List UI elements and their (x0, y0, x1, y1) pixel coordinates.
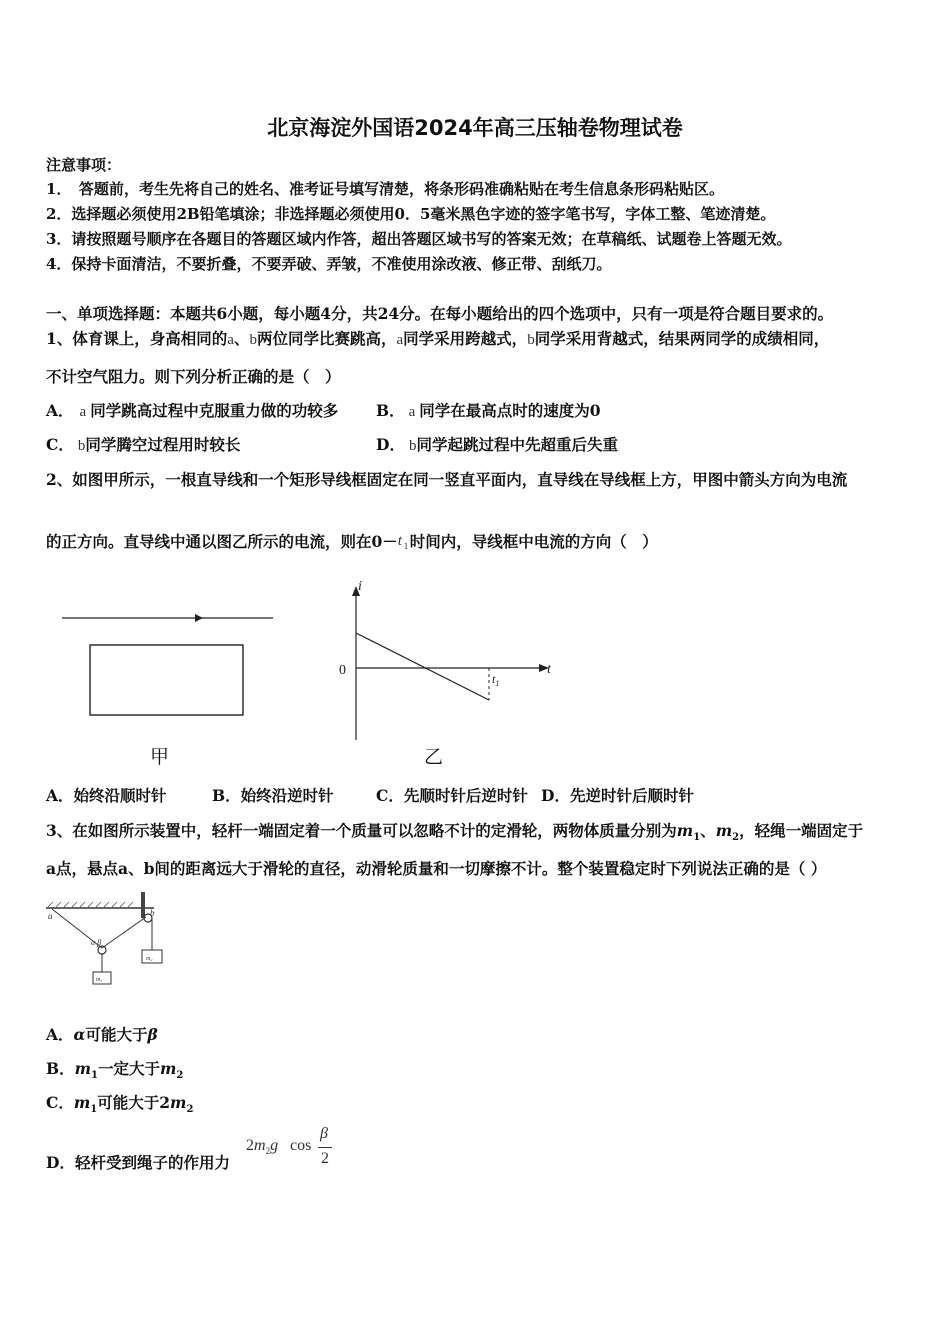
fig-label-yi: 乙 (424, 746, 444, 768)
q3-sub: 1 (90, 1104, 98, 1116)
q1-text: 同学采用跨越式， (403, 329, 528, 348)
q1-var-a: a (227, 332, 234, 348)
formula-denominator: 2 (321, 1150, 329, 1167)
notice-item-2: 2．选择题必须使用2B铅笔填涂；非选择题必须使用0．5毫米黑色字迹的签字笔书写，字体工整、笔迹清楚。 (46, 205, 776, 223)
wire-frame (90, 645, 243, 715)
q1-var-a: a (396, 332, 404, 348)
t1-label: $t_1$ (492, 672, 500, 688)
current-line (356, 633, 489, 700)
alpha-symbol: α (73, 1025, 86, 1044)
fig-label-jia: 甲 (150, 746, 170, 768)
q1-var-a: a (408, 404, 416, 420)
q3-m: m (74, 1059, 92, 1078)
option-label: D． (376, 435, 405, 454)
option-text: 同学跳高过程中克服重力做的功较多 (90, 401, 339, 420)
section-heading: 一、单项选择题：本题共6小题，每小题4分，共24分。在每小题给出的四个选项中，只有一项是符合题目要求的。 (46, 304, 834, 323)
q3-m: m (715, 821, 733, 840)
q2-text: 的正方向。直导线中通以图乙所示的电流，则在0－ (46, 532, 398, 551)
q2-text: 时间内，导线框中电流的方向（ ） (409, 532, 658, 551)
notice-item-1: 1． 答题前，考生先将自己的姓名、准考证号填写清楚，将条形码准确粘贴在考生信息条形码粘贴区。 (46, 180, 724, 198)
q1-var-b: b (408, 438, 417, 454)
m1-label: m₁ (96, 977, 103, 983)
option-text: 同学腾空过程用时较长 (85, 435, 241, 454)
option-label: C． (46, 435, 74, 454)
option-label: B． (46, 1059, 75, 1078)
q1-var-b: b (527, 332, 535, 348)
formula-cos: cos (290, 1137, 312, 1154)
m2-label: m₂ (146, 956, 153, 962)
rod (141, 892, 145, 918)
q2-option-c: C．先顺时针后逆时针 (376, 786, 528, 805)
option-label: B． (376, 401, 405, 420)
moving-pulley-icon (98, 946, 106, 954)
q3-m: m (676, 821, 694, 840)
q3-option-b (46, 1057, 183, 1081)
q3-option-c (46, 1091, 193, 1115)
q2-option-b: B．始终沿逆时针 (212, 786, 334, 805)
q3-m: m (160, 1059, 177, 1078)
fraction-bar (318, 1147, 332, 1148)
q1-stem-line2: 不计空气阻力。则下列分析正确的是（ ） (46, 367, 341, 386)
q2-t1-sub: 1 (403, 541, 409, 551)
option-label: A． (46, 1025, 74, 1044)
ceiling-hatch (48, 902, 133, 907)
current-arrow-icon (195, 614, 203, 622)
q3-text: 3、在如图所示装置中，轻杆一端固定着一个质量可以忽略不计的定滑轮，两物体质量分别为 (46, 821, 677, 840)
q1-text: 1、体育课上，身高相同的 (46, 329, 228, 348)
option-text: 可能大于 (97, 1093, 160, 1112)
axis-i-label: i (358, 579, 362, 594)
option-text: 同学起跳过程中先超重后失重 (416, 435, 618, 454)
q3-stem-line1 (46, 819, 863, 843)
q2-t1-var: t (397, 533, 402, 549)
q2-figure (55, 570, 575, 770)
q3-sub: 2 (176, 1070, 184, 1082)
option-text: 同学在最高点时的速度为0 (419, 401, 601, 420)
q1-var-b: b (77, 438, 86, 454)
q3-sub: 2 (186, 1104, 194, 1116)
formula-2m2g-cos-beta-over-2 (246, 1125, 336, 1173)
q3-sub: 1 (91, 1070, 98, 1082)
q3-option-a (46, 1023, 158, 1045)
rope-right (102, 917, 146, 948)
q2-option-d: D．先逆时针后顺时针 (541, 786, 694, 805)
q3-figure (44, 890, 174, 990)
q1-var-b: b (249, 332, 257, 348)
q1-text: 同学采用背越式，结果两同学的成绩相同， (534, 329, 830, 348)
q3-m: m (73, 1093, 91, 1112)
q1-option-c (46, 433, 240, 455)
q3-text: ，轻绳一端固定于 (739, 821, 864, 840)
q1-option-a (46, 399, 338, 421)
q1-option-b (376, 399, 601, 421)
q3-sub: 2 (732, 832, 740, 844)
q3-m: m (170, 1093, 187, 1112)
option-label: C． (46, 1093, 74, 1112)
q2-stem-line1: 2、如图甲所示，一根直导线和一个矩形导线框固定在同一竖直平面内，直导线在导线框上方，甲图中箭头方向为电流 (46, 470, 848, 489)
option-text: 可能大于 (85, 1025, 148, 1044)
axis-t-label: t (547, 662, 551, 677)
q3-sub: 1 (693, 832, 701, 844)
point-b-label: b (150, 908, 155, 918)
option-text: 一定大于 (97, 1059, 160, 1078)
option-number: 2 (159, 1093, 171, 1112)
q3-option-d: D．轻杆受到绳子的作用力 (46, 1153, 230, 1172)
formula-coef: $2m_2g$ (246, 1137, 279, 1157)
axis-zero-label: 0 (339, 663, 346, 678)
q1-var-a: a (79, 404, 87, 420)
notice-item-4: 4．保持卡面清洁，不要折叠，不要弄破、弄皱，不准使用涂改液、修正带、刮纸刀。 (46, 255, 612, 273)
q2-option-a: A．始终沿顺时针 (46, 786, 167, 805)
notice-heading: 注意事项： (46, 156, 122, 174)
q3-stem-line2: a点，悬点a、b间的距离远大于滑轮的直径，动滑轮质量和一切摩擦不计。整个装置稳定时下列说法正确的是（ ） (46, 859, 827, 878)
q1-option-d (376, 433, 618, 455)
beta-symbol: β (147, 1025, 158, 1044)
q1-text: 两位同学比赛跳高， (256, 329, 397, 348)
option-label: A． (46, 401, 74, 420)
point-a-label: a (48, 911, 53, 921)
q1-sep: 、 (233, 329, 250, 348)
angle-label: α β (91, 938, 102, 947)
q3-text: 、 (700, 821, 716, 840)
formula-beta: β (320, 1125, 328, 1142)
page-title: 北京海淀外国语2024年高三压轴卷物理试卷 (267, 116, 683, 140)
q2-stem-line2 (46, 530, 658, 552)
q1-stem-line1 (46, 327, 829, 349)
notice-item-3: 3．请按照题号顺序在各题目的答题区域内作答，超出答题区域书写的答案无效；在草稿纸、试题卷上答题无效。 (46, 230, 792, 248)
